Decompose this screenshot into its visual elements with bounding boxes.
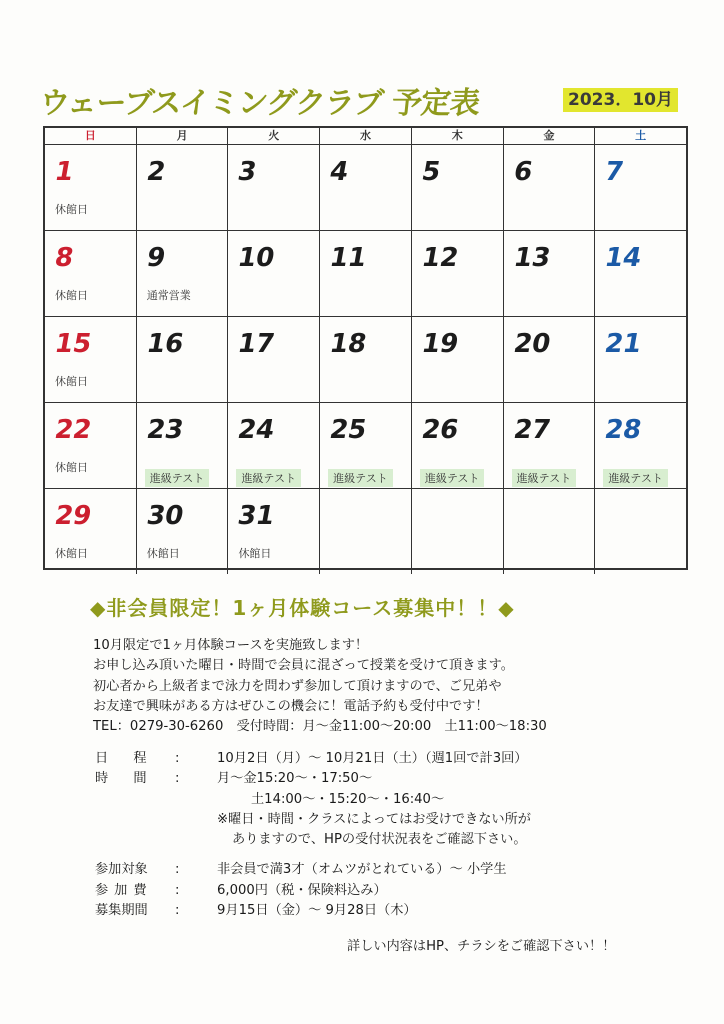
calendar-day-cell bbox=[227, 403, 319, 488]
period-label: 募集期間 bbox=[95, 903, 148, 919]
day-number: 3 bbox=[235, 157, 260, 187]
day-number: 16 bbox=[144, 329, 186, 359]
time-row bbox=[95, 769, 695, 789]
day-number: 20 bbox=[510, 329, 553, 359]
month-badge: 2023．10月 bbox=[563, 88, 678, 112]
calendar-day-cell bbox=[45, 317, 136, 402]
promotion-test-tag: 進級テスト bbox=[603, 469, 668, 487]
day-number: 19 bbox=[419, 329, 461, 359]
page-title: ウェーブスイミングクラブ 予定表 bbox=[37, 86, 481, 121]
calendar-week bbox=[45, 316, 686, 402]
calendar-day-cell bbox=[503, 403, 595, 488]
day-number: 29 bbox=[52, 501, 94, 531]
day-number: 30 bbox=[144, 501, 186, 531]
calendar-day-cell bbox=[227, 231, 319, 316]
fee-value: 6,000円（税・保険料込み） bbox=[217, 882, 387, 898]
promotion-test-tag: 進級テスト bbox=[236, 469, 301, 487]
day-number: 21 bbox=[602, 329, 645, 359]
time-value-saturday: 土14:00～・15:20～・16:40～ bbox=[251, 791, 445, 807]
fee-label: 参加費 bbox=[95, 882, 153, 898]
calendar-day-cell bbox=[594, 317, 686, 402]
day-note: 休館日 bbox=[146, 547, 180, 560]
day-number: 10 bbox=[235, 243, 278, 273]
calendar-day-cell bbox=[411, 317, 503, 402]
day-number: 23 bbox=[144, 415, 186, 445]
day-number: 4 bbox=[327, 157, 351, 187]
course-details bbox=[95, 749, 695, 921]
weekday-sat: 土 bbox=[594, 128, 686, 144]
fee-row bbox=[95, 881, 695, 901]
time-label: 時 間 bbox=[95, 771, 153, 787]
calendar-day-cell bbox=[411, 403, 503, 488]
promotion-test-tag: 進級テスト bbox=[512, 469, 577, 487]
calendar-day-cell bbox=[319, 403, 411, 488]
day-number: 14 bbox=[602, 243, 645, 273]
day-note: 休館日 bbox=[238, 547, 272, 560]
calendar-day-cell bbox=[136, 317, 228, 402]
day-number: 31 bbox=[235, 501, 278, 531]
calendar-day-cell bbox=[503, 489, 595, 574]
day-note: 休館日 bbox=[55, 289, 88, 302]
day-number: 18 bbox=[327, 329, 369, 359]
calendar-weekday-header bbox=[45, 128, 686, 145]
day-note: 通常営業 bbox=[146, 289, 191, 302]
schedule-label: 日 程 bbox=[95, 751, 153, 766]
day-number: 28 bbox=[602, 415, 645, 445]
colon: : bbox=[175, 882, 180, 898]
calendar-day-cell bbox=[227, 145, 319, 230]
target-value: 非会員で満3才（オムツがとれている）～ 小学生 bbox=[217, 862, 507, 878]
promotion-test-tag: 進級テスト bbox=[145, 469, 210, 487]
promo-intro bbox=[93, 636, 693, 737]
calendar-day-cell bbox=[136, 231, 228, 316]
calendar-day-cell bbox=[411, 145, 503, 230]
promotion-test-tag: 進級テスト bbox=[328, 469, 393, 487]
day-note: 休館日 bbox=[55, 203, 88, 216]
calendar-day-cell bbox=[594, 145, 686, 230]
calendar-day-cell bbox=[319, 231, 411, 316]
calendar-day-cell bbox=[594, 403, 686, 488]
calendar-day-cell bbox=[136, 403, 228, 488]
day-number: 9 bbox=[144, 243, 168, 273]
time-value-weekday: 月～金15:20～・17:50～ bbox=[217, 771, 373, 787]
calendar-day-cell bbox=[319, 145, 411, 230]
day-note: 休館日 bbox=[55, 461, 88, 474]
day-number: 12 bbox=[419, 243, 461, 273]
day-number: 1 bbox=[52, 157, 76, 187]
day-note: 休館日 bbox=[55, 375, 88, 388]
calendar-day-cell bbox=[594, 489, 686, 574]
promotion-test-tag: 進級テスト bbox=[420, 469, 485, 487]
calendar-week bbox=[45, 488, 686, 574]
calendar-body bbox=[45, 145, 686, 574]
calendar-day-cell bbox=[136, 489, 228, 574]
day-number: 8 bbox=[52, 243, 76, 273]
calendar-day-cell bbox=[227, 317, 319, 402]
period-row bbox=[95, 901, 695, 921]
weekday-mon: 月 bbox=[136, 128, 228, 144]
calendar-day-cell bbox=[45, 489, 136, 574]
day-note: 休館日 bbox=[55, 547, 88, 560]
day-number: 24 bbox=[235, 415, 278, 445]
day-number: 7 bbox=[602, 157, 627, 187]
intro-line: お友達で興味がある方はぜひこの機会に！電話予約も受付中です！ bbox=[93, 698, 489, 714]
target-label: 参加対象 bbox=[95, 862, 148, 878]
calendar-day-cell bbox=[503, 317, 595, 402]
calendar-day-cell bbox=[45, 145, 136, 230]
target-row bbox=[95, 860, 695, 880]
calendar-week bbox=[45, 145, 686, 230]
calendar-day-cell bbox=[411, 489, 503, 574]
schedule-row bbox=[95, 749, 695, 769]
day-number: 13 bbox=[510, 243, 553, 273]
day-number: 17 bbox=[235, 329, 278, 359]
calendar-day-cell bbox=[594, 231, 686, 316]
weekday-tue: 火 bbox=[227, 128, 319, 144]
footer-note: 詳しい内容はHP、チラシをご確認下さい！！ bbox=[347, 939, 616, 954]
colon: : bbox=[175, 751, 180, 766]
spacer bbox=[95, 850, 695, 860]
weekday-thu: 木 bbox=[411, 128, 503, 144]
day-number: 6 bbox=[510, 157, 535, 187]
colon: : bbox=[175, 862, 180, 878]
promo-headline: ◆非会員限定！1ヶ月体験コース募集中！！◆ bbox=[90, 596, 515, 620]
calendar-day-cell bbox=[319, 489, 411, 574]
day-number: 25 bbox=[327, 415, 369, 445]
weekday-wed: 水 bbox=[319, 128, 411, 144]
calendar-day-cell bbox=[136, 145, 228, 230]
weekday-fri: 金 bbox=[503, 128, 595, 144]
schedule-value: 10月2日（月）～ 10月21日（土）（週1回で計3回） bbox=[217, 751, 528, 766]
calendar-day-cell bbox=[411, 231, 503, 316]
intro-line: 10月限定で1ヶ月体験コースを実施致します！ bbox=[93, 638, 369, 653]
calendar-week bbox=[45, 230, 686, 316]
day-number: 5 bbox=[419, 157, 443, 187]
calendar-day-cell bbox=[319, 317, 411, 402]
contact-line: TEL：0279-30-6260 受付時間：月～金11:00～20:00 土11:00～18:30 bbox=[93, 719, 547, 735]
intro-line: お申し込み頂いた曜日・時間で会員に混ざって授業を受けて頂きます。 bbox=[93, 658, 514, 674]
period-value: 9月15日（金）～ 9月28日（木） bbox=[217, 903, 417, 919]
calendar-day-cell bbox=[503, 231, 595, 316]
colon: : bbox=[175, 903, 180, 919]
intro-line: 初心者から上級者まで泳力を問わず参加して頂けますので、ご兄弟や bbox=[93, 678, 502, 694]
day-number: 15 bbox=[52, 329, 94, 359]
colon: : bbox=[175, 771, 180, 787]
day-number: 22 bbox=[52, 415, 94, 445]
calendar-day-cell bbox=[227, 489, 319, 574]
day-number: 2 bbox=[144, 157, 168, 187]
calendar bbox=[43, 126, 688, 570]
time-note-1: ※曜日・時間・クラスによってはお受けできない所が bbox=[217, 811, 531, 827]
weekday-sun: 日 bbox=[84, 129, 96, 142]
calendar-day-cell bbox=[45, 403, 136, 488]
calendar-day-cell bbox=[503, 145, 595, 230]
calendar-week bbox=[45, 402, 686, 488]
time-note-2: ありますので、HPの受付状況表をご確認下さい。 bbox=[232, 832, 527, 848]
day-number: 27 bbox=[510, 415, 553, 445]
day-number: 26 bbox=[419, 415, 461, 445]
day-number: 11 bbox=[327, 243, 369, 273]
calendar-day-cell bbox=[45, 231, 136, 316]
